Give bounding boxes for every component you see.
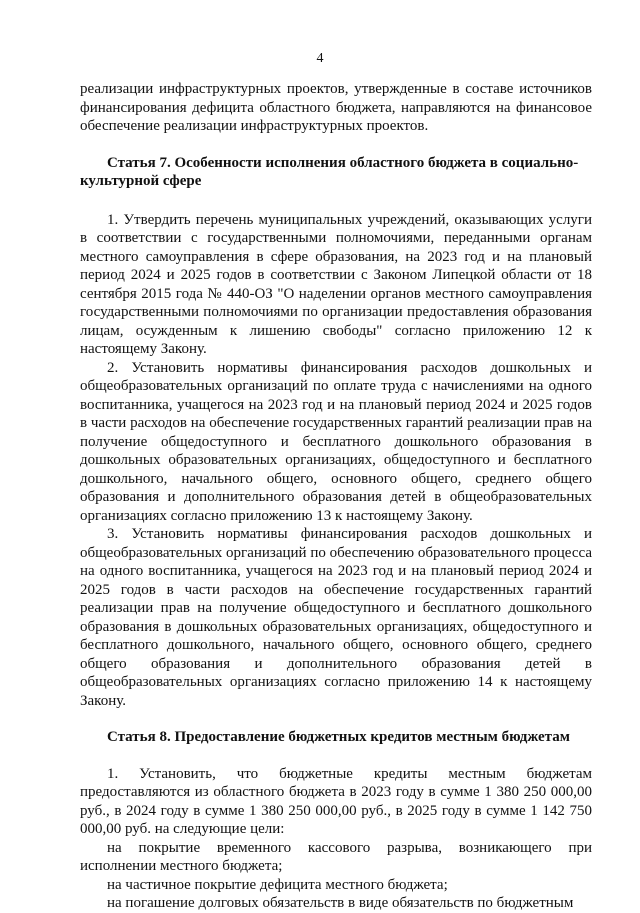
- article-7-paragraph-1: 1. Утвердить перечень муниципальных учреждений, оказывающих услуги в соответствии с государственными полномочиями, переданными органам местного самоуправления в сфере образования, на 2023 год и на плановый период 2024 и 2025 годов в соответствии с Законом Липецкой области от 18 сентября 2015 года № 440-ОЗ "О наделении органов местного самоуправления государственными полномочиями по организации предоставления образования лицам, осужденным к лишению свободы" согласно приложению 12 к настоящему Закону.: [80, 211, 592, 357]
- document-body: [80, 80, 592, 913]
- page-number: 4: [316, 51, 324, 66]
- article-8-item-cash-gap: на покрытие временного кассового разрыва, возникающего при исполнении местного бюджета;: [80, 839, 592, 874]
- article-7-paragraph-2: 2. Установить нормативы финансирования расходов дошкольных и общеобразовательных организаций по оплате труда с начислениями на одного воспитанника, учащегося на 2023 год и на плановый период 2024 и 2025 годов в части расходов на обеспечение государственных гарантий реализации прав на получение общедоступного и бесплатного дошкольного образования в дошкольных образовательных организациях, общедоступного и бесплатного дошкольного, начального общего, основного общего, среднего общего образования и дополнительного образования детей в общеобразовательных организациях согласно приложению 13 к настоящему Закону.: [80, 359, 592, 524]
- article-8-paragraph-1: 1. Установить, что бюджетные кредиты местным бюджетам предоставляются из областного бюджета в 2023 году в сумме 1 380 250 000,00 руб., в 2024 году в сумме 1 380 250 000,00 руб., в 2025 году в сумме 1 142 750 000,00 руб. на следующие цели:: [80, 765, 592, 837]
- article-8-heading: Статья 8. Предоставление бюджетных кредитов местным бюджетам: [107, 729, 570, 745]
- intro-paragraph: реализации инфраструктурных проектов, утвержденные в составе источников финансирования дефицита областного бюджета, направляются на финансовое обеспечение реализации инфраструктурных проектов.: [80, 81, 592, 134]
- article-8-item-deficit: на частичное покрытие дефицита местного бюджета;: [107, 876, 448, 893]
- article-8-item-debt: на погашение долговых обязательств в виде обязательств по бюджетным: [107, 895, 574, 911]
- article-7-heading: Статья 7. Особенности исполнения областного бюджета в социально-культурной сфере: [80, 154, 579, 189]
- article-7-paragraph-3: 3. Установить нормативы финансирования расходов дошкольных и общеобразовательных организаций по обеспечению образовательного процесса на одного воспитанника, учащегося на 2023 год и на плановый период 2024 и 2025 годов в части расходов на обеспечение государственных гарантий реализации прав на получение общедоступного и бесплатного дошкольного образования в дошкольных образовательных организациях, общедоступного и бесплатного дошкольного, начального общего, основного общего, среднего общего образования и дополнительного образования детей в общеобразовательных организациях согласно приложению 14 к настоящему Закону.: [80, 526, 592, 709]
